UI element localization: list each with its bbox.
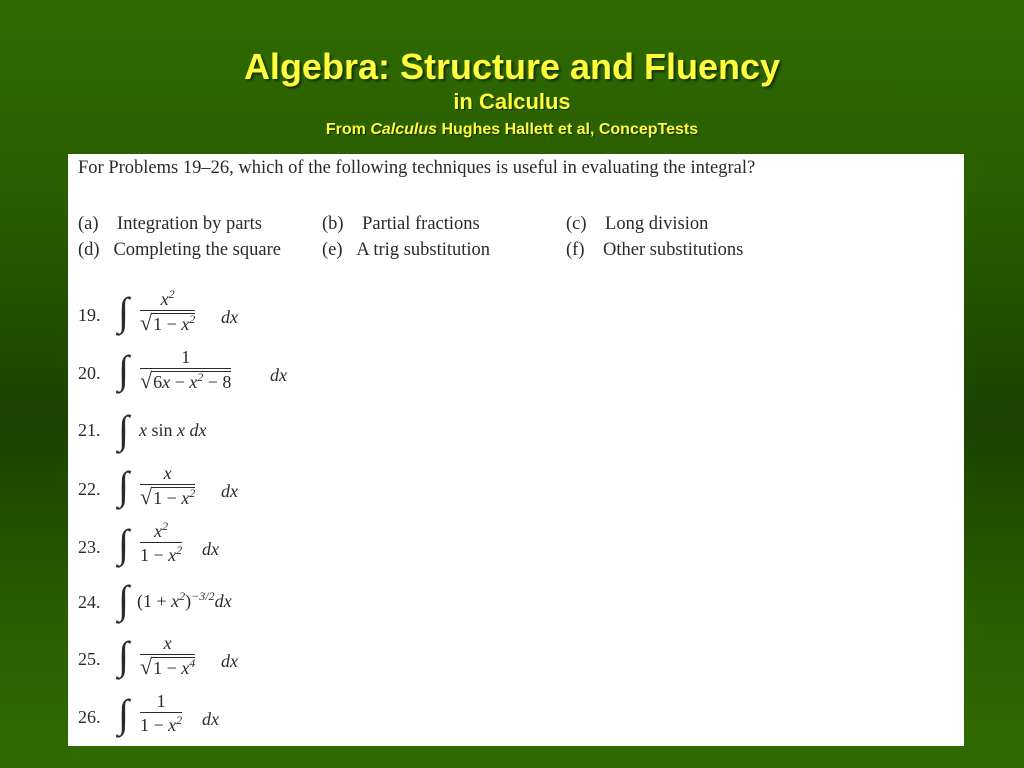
option-label: (a)	[78, 214, 99, 234]
fraction: 1 $1 - x^2$	[140, 691, 183, 735]
fraction: $x^2$ $1 - x^2$	[140, 519, 183, 565]
integrand: $(1 + x^2)^{-3/2}dx$	[137, 589, 232, 611]
option-f	[566, 239, 743, 261]
option-text: Completing the square	[113, 240, 281, 260]
slide-title: Algebra: Structure and Fluency	[243, 46, 781, 87]
integral-sign: ∫	[118, 577, 129, 622]
source-book: Calculus	[370, 121, 438, 138]
integral-sign: ∫	[118, 463, 129, 508]
option-d	[78, 239, 281, 261]
source-from: From	[325, 121, 366, 138]
problem-number: 22.	[78, 479, 101, 499]
problem-number: 19.	[78, 305, 101, 325]
option-label: (b)	[322, 214, 344, 234]
instructions: For Problems 19–26, which of the following techniques is useful in evaluating the integral?	[78, 158, 756, 178]
option-text: Other substitutions	[602, 240, 744, 260]
source-rest: Hughes Hallett et al, ConcepTests	[441, 121, 699, 138]
problem-number: 23.	[78, 537, 101, 557]
fraction: x $√1 - x^2$	[140, 463, 196, 509]
option-text: A trig substitution	[356, 240, 491, 260]
integral-sign: ∫	[118, 521, 129, 566]
integral-sign: ∫	[118, 633, 129, 678]
option-b	[322, 213, 480, 235]
fraction: x $√1 - x^4$	[140, 633, 196, 679]
problem-number: 26.	[78, 707, 101, 727]
problem-number: 20.	[78, 363, 101, 383]
option-text: Partial fractions	[362, 214, 480, 234]
option-label: (d)	[78, 240, 100, 260]
slide-source	[0, 120, 1024, 140]
integral-sign: ∫	[118, 289, 129, 334]
slide-subtitle: in Calculus	[453, 89, 571, 114]
integral-sign: ∫	[118, 691, 129, 736]
option-label: (c)	[566, 214, 587, 234]
fraction: $x^2$ $√1 - x^2$	[140, 287, 196, 335]
option-c	[566, 213, 708, 235]
integral-sign: ∫	[118, 407, 129, 452]
slide-header	[0, 44, 1024, 140]
option-e	[322, 239, 490, 261]
option-label: (f)	[566, 240, 585, 260]
problem-number: 24.	[78, 592, 101, 612]
option-label: (e)	[322, 240, 343, 260]
fraction: 1 $√6x - x^2 - 8$	[140, 347, 232, 393]
problem-number: 21.	[78, 420, 101, 440]
integral-sign: ∫	[118, 347, 129, 392]
integrand: x sin x dx	[139, 420, 207, 440]
problem-panel: For Problems 19–26, which of the following techniques is useful in evaluating the integral? (a) Integration by parts (b) Partial fractions (c) Long division (d) Completing the square (e) A trig substitution (f) Other substitutions 19. ∫ $x^2$ $√1 - x^2$ dx 20. ∫ 1 $√6x - x^2 - 8$ dx 21. ∫ x sin x dx 22. ∫ x $√1 - x^2$ dx 23. ∫ $x^2$ $1 - x^2$ dx 24. ∫ $(1 + x^2)^{-3/2}dx$ 25. ∫ x $√1 - x^4$ dx 26. ∫ 1 $1 - x^2$ dx	[68, 154, 964, 746]
option-text: Integration by parts	[117, 214, 262, 234]
problem-number: 25.	[78, 649, 101, 669]
option-text: Long division	[605, 214, 709, 234]
option-a	[78, 213, 262, 235]
